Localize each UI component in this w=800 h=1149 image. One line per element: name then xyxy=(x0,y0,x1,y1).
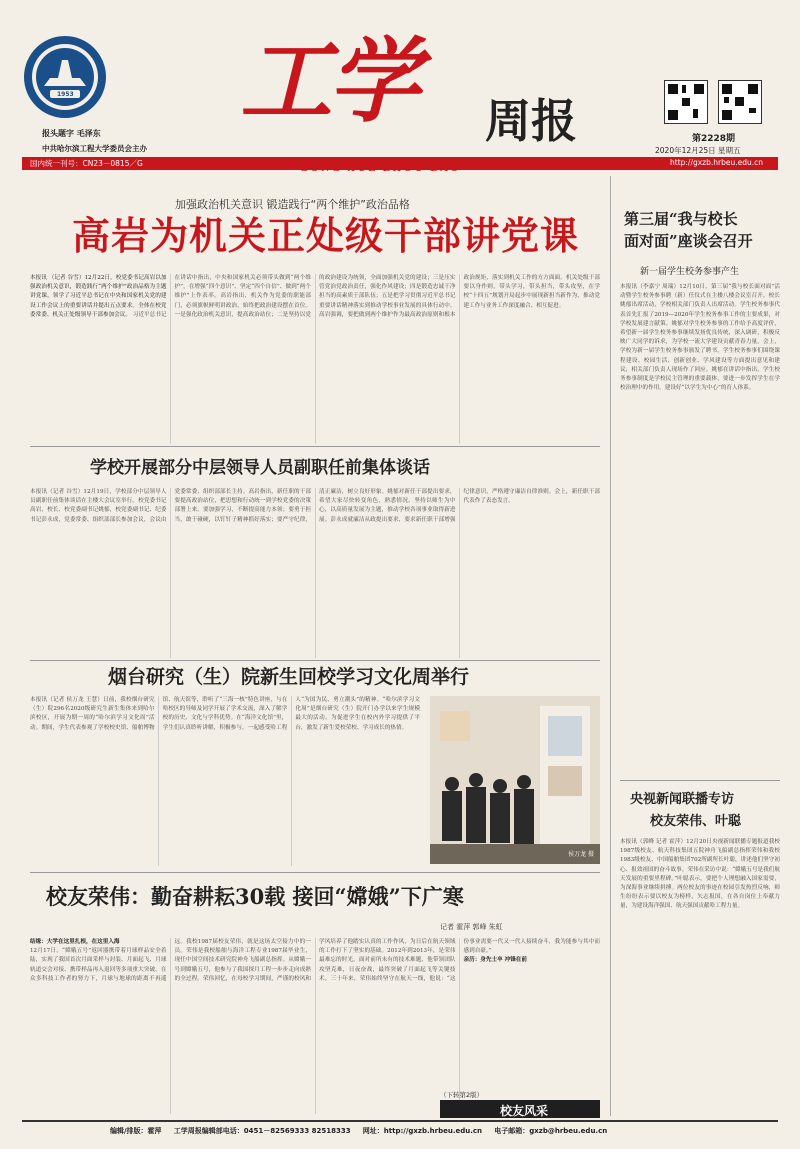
story2-headline: 学校开展部分中层领导人员副职任前集体谈话 xyxy=(90,458,430,478)
sponsor: 中共哈尔滨工程大学委员会主办 xyxy=(42,144,147,153)
story3-body: 本报讯（记者 侯万龙 王慧）日前，我校烟台研究（生）院296名2020级研究生新生集体来到哈尔滨校区，开展为期一周的“哈尔滨学习文化周”活动。期间，学生代表参观了学校校史馆、船舶博物馆、航天馆等，聆听了“三海一核”特色讲座，与在哈校区的导师及同学开展了学术交流，深入了解学校的历史、文化与学科优势。在“海洋文化馆”里，学生们认真聆听讲解，积极参与，一起感受哈工程人“为国为民、勇立潮头”的精神。“哈尔滨学习文化周”是烟台研究（生）院开门办学以来学生规模最大的活动，为促进学生在校内外学习提供了平台，激发了新生爱校荣校、学习成长的热情。 xyxy=(30,697,420,731)
cn-number: 国内统一刊号：CN23－0815／G xyxy=(30,159,143,168)
issue-label: 第2228期 xyxy=(692,134,736,144)
lead-body xyxy=(30,274,600,444)
side2-headline: 校友荣伟、叶聪 xyxy=(650,814,742,829)
footer-email: 电子邮箱：gxzb@hrbeu.edu.cn xyxy=(494,1127,608,1135)
footer-rule xyxy=(22,1120,778,1122)
photo-credit: 侯万龙 摄 xyxy=(568,851,594,858)
alumni-banner-text: 校友风采 xyxy=(500,1104,549,1118)
footer-office: 工学周报编辑部电话：0451－82569333 82518333 xyxy=(173,1127,351,1135)
side2-body: 本报讯（郭峰 记者 霍萍）12月20日央视新闻联播专题报道我校1987级校友、航天科技集团五院神舟飞船副总指挥荣伟和我校1983级校友、中国船舶集团702所副所长叶聪，讲述他们坚守初心、报效祖国的奋斗故事。荣伟在采访中说：“嫦娥五号是我们航天发展的重要里程碑。”叶聪表示，要把个人理想融入国家需要，为深海事业继续拼搏。两位校友的事迹在校园引发热烈反响，师生纷纷表示要以校友为榜样，矢志报国，在各自岗位上奉献力量，为建设海洋强国、航天强国贡献哈工程力量。 xyxy=(620,839,780,910)
story3-photo xyxy=(430,696,600,864)
story4-headline: 校友荣伟：勤奋耕耘30载 接回“嫦娥”下广寒 xyxy=(46,884,464,909)
alumni-banner xyxy=(440,1100,600,1118)
logo-year: 1953 xyxy=(57,91,74,98)
masthead-title-chars: 工学 xyxy=(240,28,417,135)
story4-continued: （下转第2版） xyxy=(440,1091,484,1099)
story4-sub2: 亲历：身先士卒 冲锋在前 xyxy=(463,957,527,964)
footer xyxy=(110,1126,750,1136)
lead-headline: 高岩为机关正处级干部讲党课 xyxy=(72,213,580,258)
issue-number xyxy=(692,131,735,144)
inscription: 报头题字 毛泽东 xyxy=(42,129,101,138)
divider xyxy=(30,660,600,661)
story4-text: 12月17日，“嫦娥五号”返回器携带着月球样品安全着陆，实现了我国首次月面采样与封装、月面起飞、月球轨道交会对接、携带样品再入返回等多项重大突破。在众多科技工作者的努力下，月球与地球的距离不再遥远。我校1987届校友荣伟，就是这场太空接力中的一员。荣伟是我校船舶与海洋工程专业1987届毕业生，现任中国空间技术研究院神舟飞船副总指挥。从嫦娥一号到嫦娥五号，他参与了我国探月工程一步步走向成熟的全过程。荣伟回忆，在母校学习期间，严谨的校风和学风培养了他踏实认真的工作作风，为日后在航天领域的工作打下了坚实的基础。2012年到2013年，是荣伟最难忘的时光，面对前所未有的技术难题，他带领团队攻坚克难，日夜奋战，最终突破了月面起飞等关键技术。三十年来，荣伟始终坚守在航天一线，他说：“这份事业需要一代又一代人接续奋斗，我为能参与其中而感到自豪。” xyxy=(30,939,600,982)
masthead-zhoubao: 周报 xyxy=(485,94,577,148)
sidebar-rule xyxy=(610,176,611,1116)
story4-sub1: 结缘：大学在这里扎根，在这里入海 xyxy=(30,939,120,945)
divider xyxy=(30,872,600,873)
school-logo xyxy=(22,34,108,120)
divider xyxy=(30,446,600,447)
divider xyxy=(620,780,780,781)
side1-headline-line1: 第三届“我与校长 xyxy=(624,210,738,228)
issue-date: 2020年12月25日 星期五 xyxy=(655,146,741,155)
masthead-title xyxy=(240,22,470,157)
qr-code-left xyxy=(664,80,708,124)
lead-byline: 本报讯 （记者 谷雪）12月22日，校党委书记高岩以加强政治机关意识，锻造践行“两个维护”政治品格为主题讲党课，领学了习近平总书记在中央和国家机关党的建设工作会议上的重要讲话并提出五点要求。全体在校党委常委、机关正处级领导干部参加会议。 xyxy=(30,275,167,318)
story4-byline: 记者 霍萍 郭峰 朱虹 xyxy=(440,923,503,931)
footer-url: 网址：http://gxzb.hrbeu.edu.cn xyxy=(362,1127,483,1135)
story2-body: 本报讯（记者 谷雪）12月19日，学校部分中层领导人员副职任前集体谈话在主楼大会议室举行。校党委书记高岩，校长、校党委副书记姚郁，校党委副书记、纪委书记彭永成，党委常委、组织部部长参加会议，会议由党委常委、组织部部长主持。高岩指出，新任职的干部要提高政治站位，把思想和行动统一到学校党委的决策部署上来。要加强学习，不断提高能力本领；要勇于担当，敢于碰硬，以钉钉子精神抓好落实；要严守纪律，清正廉洁，树立良好形象。姚郁对新任干部提出要求，希望大家尽快转变角色，熟悉情况，坚持以师生为中心，以高质量发展为主题，推动学校各项事业取得新进展。彭永成就廉洁从政提出要求，要求新任职干部增强纪律意识，严格遵守廉洁自律准则。会上，新任职干部代表作了表态发言。 xyxy=(30,489,600,523)
lead-kicker: 加强政治机关意识 锻造践行“两个维护”政治品格 xyxy=(175,198,410,211)
side1-body: 本报讯（李嘉宁 周瑞）12月10日，第三届“我与校长面对面”活动暨学生校务参事聘（新）任仪式在主楼八楼会议室召开。校长姚郁出席活动，学校相关部门负责人出席活动。学生校务参事代表首先汇报了2019—2020年学生校务参事工作的主要成果，对学校发展建言献策。姚郁对学生校务参事的工作给予高度评价，希望新一届学生校务参事继续发扬优良传统，深入调研，积极反映广大同学的诉求，为学校一流大学建设贡献青春力量。会上，学校为新一届学生校务参事颁发了聘书。学生校务参事们围绕课程建设、校园生活、创新创业、学风建设等方面提出意见和建议，相关部门负责人现场作了回应。姚郁在讲话中指出，学生校务参事制度是学校民主管理的重要载体，要进一步发挥学生在学校治理中的作用，建设好“以学生为中心”的育人体系。 xyxy=(620,284,780,392)
footer-editor: 编辑/排版：霍萍 xyxy=(110,1127,162,1135)
qr-code-right xyxy=(718,80,762,124)
side1-headline-line2: 面对面”座谈会召开 xyxy=(624,232,753,250)
story3-headline: 烟台研究（生）院新生回校学习文化周举行 xyxy=(108,666,470,688)
side1-subhead: 新一届学生校务参事产生 xyxy=(640,267,740,277)
masthead-url: http://gxzb.hrbeu.edu.cn xyxy=(670,158,763,167)
side2-kicker: 央视新闻联播专访 xyxy=(630,792,735,807)
story4-body xyxy=(30,938,600,1114)
lead-text: 习近平总书记在讲话中指出，中央和国家机关必须带头做到“两个维护”，在增强“四个意识”、坚定“四个自信”、做到“两个维护”上作表率。高岩指出，机关作为党委的职能部门，必须旗帜鲜明讲政治，始终把政治建设摆在首位。一是强化政治机关意识，提高政治站位；二是坚持以党的政治建设为统领，全面加强机关党的建设；三是压实管党治党政治责任，强化作风建设；四是锻造忠诚干净担当的高素质干部队伍；五是把学习贯彻习近平总书记重要讲话精神落实到推动学校事业发展的具体行动中。高岩强调，要把做到两个维护作为最高政治原则和根本政治规矩，落实到机关工作的方方面面。机关处级干部要以身作则，带头学习，带头担当，带头攻坚，在学校“十四五”规划开局起步中展现新担当新作为，推动党建工作与业务工作深度融合、相互促进。 xyxy=(132,275,600,318)
